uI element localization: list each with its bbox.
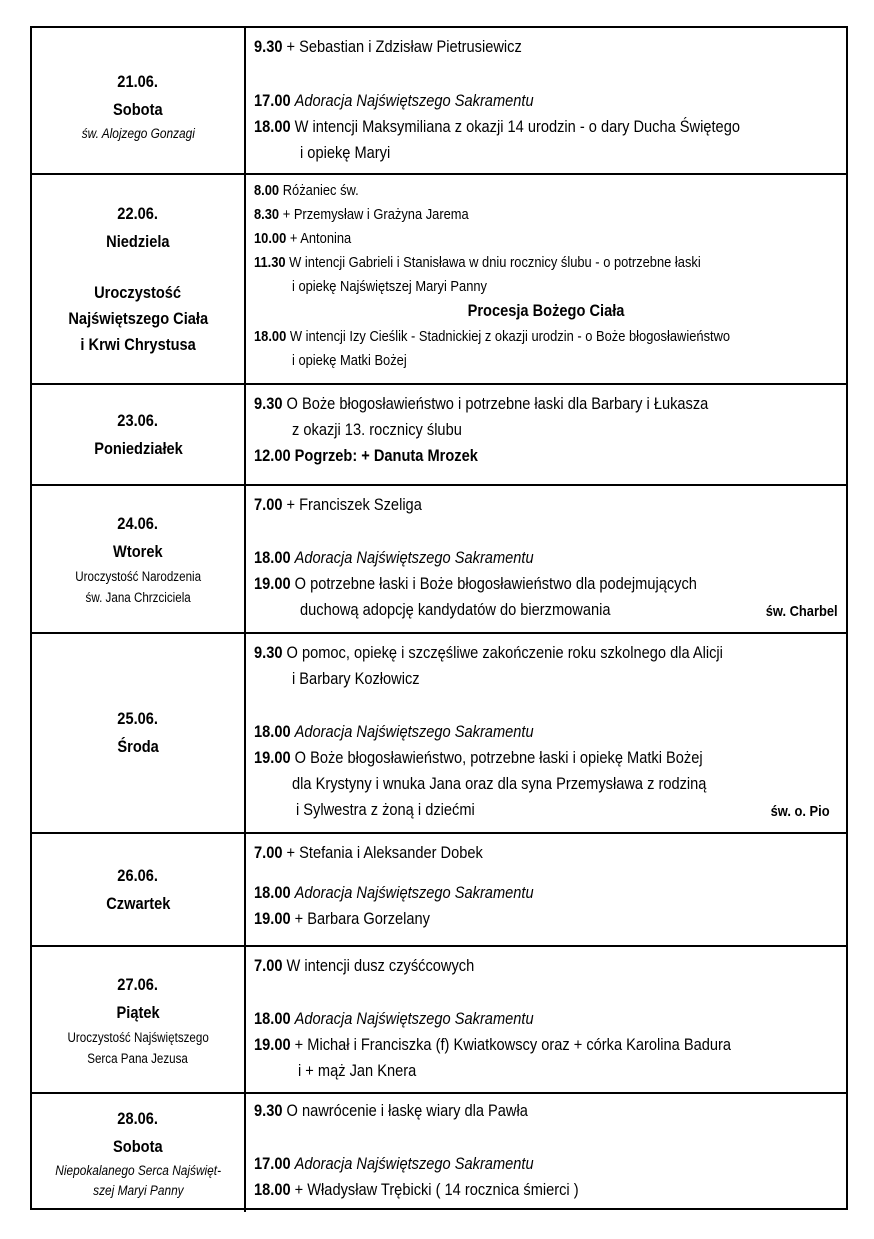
day-saint: Uroczystość Najświętszego (67, 1029, 209, 1045)
day-date: 22.06. (117, 204, 159, 223)
day-row (32, 175, 846, 385)
day-row (32, 28, 846, 175)
mass-entry: 18.00 Adoracja Najświętszego Sakramentu (254, 722, 534, 741)
mass-entry: 19.00 + Barbara Gorzelany (254, 909, 430, 928)
day-row (32, 385, 846, 486)
day-saint: Serca Pana Jezusa (87, 1050, 189, 1066)
schedule-table (30, 26, 848, 1210)
saint-tag: św. Charbel (766, 603, 838, 620)
day-name: Wtorek (113, 542, 163, 561)
day-row (32, 1094, 846, 1212)
entries-cell (246, 1094, 846, 1212)
day-cell (32, 634, 246, 832)
day-cell (32, 385, 246, 484)
day-date: 28.06. (117, 1109, 159, 1128)
day-cell (32, 834, 246, 945)
entry-continuation: i + mąż Jan Knera (298, 1061, 417, 1080)
mass-entry: 18.00 + Władysław Trębicki ( 14 rocznica śmierci ) (254, 1180, 579, 1199)
mass-entry: 18.00 W intencji Maksymiliana z okazji 14 urodzin - o dary Ducha Świętego (254, 117, 740, 136)
entry-continuation: duchową adopcję kandydatów do bierzmowania (300, 600, 611, 619)
feast-line: Najświętszego Ciała (68, 309, 208, 328)
entry-continuation: i Barbary Kozłowicz (292, 669, 420, 688)
entries-cell (246, 486, 846, 632)
mass-entry: 19.00 + Michał i Franciszka (f) Kwiatkowscy oraz + córka Karolina Badura (254, 1035, 731, 1054)
day-name: Sobota (113, 99, 163, 119)
mass-entry: 18.00 Adoracja Najświętszego Sakramentu (254, 548, 534, 567)
entries-cell (246, 947, 846, 1092)
mass-entry: 12.00 Pogrzeb: + Danuta Mrozek (254, 446, 478, 465)
mass-entry: 11.30 W intencji Gabrieli i Stanisława w dniu rocznicy ślubu - o potrzebne łaski (254, 254, 701, 271)
mass-entry: 9.30 O Boże błogosławieństwo i potrzebne łaski dla Barbary i Łukasza (254, 394, 709, 413)
mass-entry: 18.00 W intencji Izy Cieślik - Stadnickiej z okazji urodzin - o Boże błogosławieństwo (254, 328, 731, 345)
procession-heading: Procesja Bożego Ciała (467, 301, 625, 320)
entries-cell (246, 175, 846, 383)
day-saint: św. Jana Chrzciciela (85, 590, 191, 605)
day-date: 23.06. (117, 410, 159, 430)
entries-cell (246, 834, 846, 945)
entry-continuation: i Sylwestra z żoną i dziećmi (296, 800, 475, 819)
day-cell (32, 947, 246, 1092)
entries-cell (246, 385, 846, 484)
entries-cell (246, 634, 846, 832)
entries-cell (246, 28, 846, 173)
mass-entry: 19.00 O potrzebne łaski i Boże błogosławieństwo dla podejmujących (254, 574, 697, 593)
mass-entry: 8.30 + Przemysław i Grażyna Jarema (254, 206, 469, 223)
mass-entry: 17.00 Adoracja Najświętszego Sakramentu (254, 91, 534, 110)
day-date: 21.06. (117, 71, 159, 91)
day-cell (32, 175, 246, 383)
day-name: Poniedziałek (93, 438, 183, 458)
day-cell (32, 28, 246, 173)
day-name: Sobota (113, 1137, 163, 1156)
mass-entry: 7.00 W intencji dusz czyśćcowych (254, 956, 475, 975)
day-saint: Uroczystość Narodzenia (75, 569, 201, 584)
day-row (32, 947, 846, 1094)
day-name: Niedziela (106, 232, 170, 251)
day-date: 27.06. (117, 974, 159, 994)
entry-continuation: i opiekę Maryi (300, 143, 391, 162)
entry-continuation: i opiekę Najświętszej Maryi Panny (292, 278, 488, 295)
day-date: 25.06. (117, 709, 159, 728)
day-row (32, 486, 846, 634)
feast-line: i Krwi Chrystusa (80, 335, 196, 354)
day-date: 24.06. (117, 514, 159, 533)
mass-entry: 9.30 O nawrócenie i łaskę wiary dla Pawła (254, 1101, 528, 1120)
mass-entry: 17.00 Adoracja Najświętszego Sakramentu (254, 1154, 534, 1173)
mass-entry: 7.00 + Stefania i Aleksander Dobek (254, 843, 483, 862)
mass-entry: 7.00 + Franciszek Szeliga (254, 495, 422, 514)
mass-entry: 9.30 O pomoc, opiekę i szczęśliwe zakończenie roku szkolnego dla Alicji (254, 643, 723, 662)
day-name: Piątek (116, 1002, 160, 1022)
day-name: Środa (117, 737, 159, 756)
feast-line: Uroczystość (94, 283, 182, 302)
day-cell (32, 486, 246, 632)
mass-entry: 8.00 Różaniec św. (254, 182, 359, 199)
day-row (32, 834, 846, 947)
entry-continuation: z okazji 13. rocznicy ślubu (292, 420, 462, 439)
mass-entry: 18.00 Adoracja Najświętszego Sakramentu (254, 1009, 534, 1028)
saint-tag: św. o. Pio (770, 803, 830, 820)
mass-entry: 18.00 Adoracja Najświętszego Sakramentu (254, 883, 534, 902)
entry-continuation: dla Krystyny i wnuka Jana oraz dla syna Przemysława z rodziną (292, 774, 707, 793)
day-saint: szej Maryi Panny (92, 1183, 184, 1198)
day-name: Czwartek (105, 893, 171, 913)
day-saint: Niepokalanego Serca Najświęt- (55, 1163, 221, 1178)
mass-entry: 9.30 + Sebastian i Zdzisław Pietrusiewicz (254, 37, 522, 56)
mass-entry: 19.00 O Boże błogosławieństwo, potrzebne łaski i opiekę Matki Bożej (254, 748, 703, 767)
day-row (32, 634, 846, 834)
day-date: 26.06. (117, 865, 159, 885)
day-cell (32, 1094, 246, 1212)
day-saint: św. Alojzego Gonzagi (81, 125, 195, 141)
entry-continuation: i opiekę Matki Bożej (292, 352, 407, 369)
mass-entry: 10.00 + Antonina (254, 230, 352, 247)
